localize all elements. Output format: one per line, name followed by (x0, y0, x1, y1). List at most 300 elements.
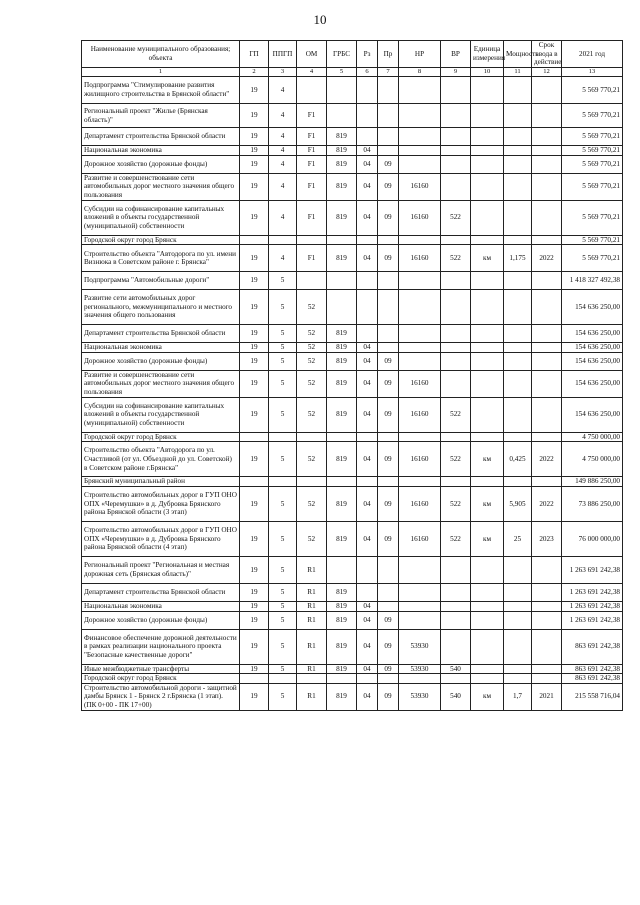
row-grbs: 819 (327, 200, 357, 235)
row-term (532, 556, 562, 583)
row-unit (471, 352, 504, 370)
row-name: Подпрограмма "Автомобильные дороги" (82, 272, 240, 290)
row-om: R1 (297, 683, 327, 710)
row-nr: 53930 (399, 683, 441, 710)
row-gp: 19 (240, 272, 269, 290)
row-nr: 16160 (399, 370, 441, 397)
row-ppgp: 5 (269, 601, 297, 611)
table-row (82, 556, 623, 583)
row-vr (441, 477, 471, 487)
row-rz: 04 (357, 521, 378, 556)
row-grbs: 819 (327, 245, 357, 272)
row-grbs: 819 (327, 583, 357, 601)
row-power (504, 629, 532, 664)
row-ppgp: 5 (269, 629, 297, 664)
budget-table (81, 40, 623, 711)
row-ppgp: 5 (269, 611, 297, 629)
row-term (532, 611, 562, 629)
row-name: Строительство автомобильных дорог в ГУП ОНО ОПХ «Черемушки» в д. Дубровка Брянского района Брянской области (3 этап) (82, 486, 240, 521)
row-rz (357, 325, 378, 343)
header-year-2021: 2021 год (562, 41, 623, 68)
row-amount: 5 569 770,21 (562, 77, 623, 104)
row-gp: 19 (240, 290, 269, 325)
row-gp: 19 (240, 200, 269, 235)
row-unit (471, 235, 504, 245)
column-number: 2 (240, 68, 269, 77)
table-row (82, 325, 623, 343)
row-name: Дорожное хозяйство (дорожные фонды) (82, 352, 240, 370)
row-ppgp: 5 (269, 556, 297, 583)
row-vr (441, 611, 471, 629)
row-name: Развитие и совершенствование сети автомобильных дорог местного значения общего пользования (82, 173, 240, 200)
header-term: Срок ввода в действие (532, 41, 562, 68)
row-unit (471, 146, 504, 156)
table-row (82, 601, 623, 611)
row-amount: 149 886 250,00 (562, 477, 623, 487)
header-grbs: ГРБС (327, 41, 357, 68)
row-nr: 53930 (399, 664, 441, 674)
row-gp: 19 (240, 486, 269, 521)
row-ppgp: 4 (269, 155, 297, 173)
table-row (82, 674, 623, 684)
row-name: Департамент строительства Брянской области (82, 128, 240, 146)
column-number: 5 (327, 68, 357, 77)
row-rz (357, 272, 378, 290)
row-pr: 09 (378, 442, 399, 477)
row-rz (357, 556, 378, 583)
row-grbs (327, 290, 357, 325)
table-row (82, 128, 623, 146)
row-name: Финансовое обеспечение дорожной деятельности в рамках реализации национального проекта "Безопасные качественные дороги" (82, 629, 240, 664)
row-name: Национальная экономика (82, 343, 240, 353)
row-pr (378, 432, 399, 442)
row-amount: 863 691 242,38 (562, 664, 623, 674)
row-nr (399, 155, 441, 173)
table-row (82, 397, 623, 432)
row-pr: 09 (378, 521, 399, 556)
row-rz (357, 674, 378, 684)
row-grbs: 819 (327, 486, 357, 521)
row-vr: 540 (441, 683, 471, 710)
row-power (504, 290, 532, 325)
row-om: F1 (297, 173, 327, 200)
header-ppgp: ППГП (269, 41, 297, 68)
row-term (532, 77, 562, 104)
row-unit (471, 77, 504, 104)
row-vr (441, 674, 471, 684)
row-amount: 154 636 250,00 (562, 343, 623, 353)
row-unit: км (471, 245, 504, 272)
row-term (532, 290, 562, 325)
row-vr: 522 (441, 442, 471, 477)
row-name: Строительство объекта "Автодорога по ул. Счастливой (от ул. Объездной до ул. Советской) в Советском районе г.Брянска" (82, 442, 240, 477)
table-row (82, 583, 623, 601)
row-vr (441, 146, 471, 156)
row-rz: 04 (357, 629, 378, 664)
row-rz: 04 (357, 486, 378, 521)
row-pr: 09 (378, 370, 399, 397)
row-pr (378, 674, 399, 684)
row-om: 52 (297, 442, 327, 477)
row-term (532, 352, 562, 370)
row-nr (399, 128, 441, 146)
row-term (532, 325, 562, 343)
column-number: 12 (532, 68, 562, 77)
row-power: 0,425 (504, 442, 532, 477)
row-grbs: 819 (327, 664, 357, 674)
row-grbs (327, 235, 357, 245)
row-ppgp: 4 (269, 77, 297, 104)
column-number-row (82, 68, 623, 77)
row-name: Субсидии на софинансирование капитальных вложений в объекты государственной (муниципальной) собственности (82, 200, 240, 235)
header-vr: ВР (441, 41, 471, 68)
row-name: Городской округ город Брянск (82, 432, 240, 442)
row-gp: 19 (240, 370, 269, 397)
row-vr (441, 629, 471, 664)
column-number: 9 (441, 68, 471, 77)
row-rz: 04 (357, 173, 378, 200)
row-amount: 5 569 770,21 (562, 200, 623, 235)
row-term (532, 629, 562, 664)
row-unit (471, 583, 504, 601)
row-power (504, 477, 532, 487)
row-pr (378, 325, 399, 343)
row-rz (357, 290, 378, 325)
row-power (504, 77, 532, 104)
table-row (82, 104, 623, 128)
row-om: 52 (297, 352, 327, 370)
table-row (82, 343, 623, 353)
row-vr (441, 370, 471, 397)
row-grbs (327, 674, 357, 684)
table-row (82, 272, 623, 290)
row-nr (399, 77, 441, 104)
row-nr (399, 477, 441, 487)
row-power (504, 370, 532, 397)
row-ppgp (269, 432, 297, 442)
row-term (532, 432, 562, 442)
row-ppgp (269, 477, 297, 487)
row-power (504, 173, 532, 200)
row-gp: 19 (240, 521, 269, 556)
row-gp: 19 (240, 611, 269, 629)
row-vr (441, 432, 471, 442)
row-name: Строительство объекта "Автодорога по ул. имени Визнюка в Советском районе г. Брянска" (82, 245, 240, 272)
row-grbs: 819 (327, 521, 357, 556)
row-unit (471, 290, 504, 325)
row-power (504, 556, 532, 583)
row-term (532, 272, 562, 290)
row-om: 52 (297, 370, 327, 397)
row-unit (471, 173, 504, 200)
row-pr (378, 272, 399, 290)
row-name: Городской округ город Брянск (82, 235, 240, 245)
row-nr: 16160 (399, 245, 441, 272)
row-ppgp (269, 235, 297, 245)
row-om: F1 (297, 128, 327, 146)
row-pr: 09 (378, 352, 399, 370)
row-grbs (327, 272, 357, 290)
row-term: 2022 (532, 442, 562, 477)
row-nr (399, 611, 441, 629)
row-om: 52 (297, 290, 327, 325)
row-unit (471, 674, 504, 684)
row-grbs: 819 (327, 343, 357, 353)
table-row (82, 352, 623, 370)
row-unit: км (471, 442, 504, 477)
row-rz: 04 (357, 442, 378, 477)
column-number: 11 (504, 68, 532, 77)
row-om (297, 432, 327, 442)
row-name: Региональный проект "Жилье (Брянская область)" (82, 104, 240, 128)
row-om: R1 (297, 556, 327, 583)
row-amount: 5 569 770,21 (562, 173, 623, 200)
row-name: Департамент строительства Брянской области (82, 325, 240, 343)
row-amount: 154 636 250,00 (562, 290, 623, 325)
row-rz: 04 (357, 683, 378, 710)
table-row (82, 664, 623, 674)
row-rz: 04 (357, 664, 378, 674)
page-number: 10 (313, 12, 327, 27)
row-om: F1 (297, 146, 327, 156)
row-om (297, 272, 327, 290)
row-power (504, 104, 532, 128)
row-vr: 522 (441, 200, 471, 235)
column-number: 10 (471, 68, 504, 77)
row-pr (378, 583, 399, 601)
row-nr (399, 235, 441, 245)
row-gp: 19 (240, 245, 269, 272)
row-om: F1 (297, 245, 327, 272)
row-pr: 09 (378, 155, 399, 173)
row-pr (378, 290, 399, 325)
row-ppgp: 5 (269, 583, 297, 601)
table-body (82, 77, 623, 711)
row-rz: 04 (357, 245, 378, 272)
row-grbs (327, 77, 357, 104)
row-ppgp: 5 (269, 521, 297, 556)
row-vr (441, 155, 471, 173)
row-pr: 09 (378, 173, 399, 200)
column-number: 1 (82, 68, 240, 77)
row-om: R1 (297, 611, 327, 629)
row-term (532, 477, 562, 487)
row-grbs: 819 (327, 173, 357, 200)
row-power (504, 146, 532, 156)
row-gp: 19 (240, 583, 269, 601)
row-nr (399, 272, 441, 290)
header-unit: Единица измерения (471, 41, 504, 68)
row-name: Брянский муниципальный район (82, 477, 240, 487)
row-power (504, 583, 532, 601)
row-ppgp: 5 (269, 664, 297, 674)
row-gp (240, 235, 269, 245)
row-gp: 19 (240, 104, 269, 128)
row-rz: 04 (357, 343, 378, 353)
row-om: 52 (297, 521, 327, 556)
row-amount: 154 636 250,00 (562, 325, 623, 343)
row-name: Региональный проект "Региональная и местная дорожная сеть (Брянская область)" (82, 556, 240, 583)
row-power (504, 611, 532, 629)
row-nr: 16160 (399, 200, 441, 235)
row-ppgp: 5 (269, 486, 297, 521)
row-rz (357, 235, 378, 245)
row-rz: 04 (357, 601, 378, 611)
row-amount: 5 569 770,21 (562, 104, 623, 128)
row-vr: 522 (441, 486, 471, 521)
row-gp: 19 (240, 629, 269, 664)
row-om: F1 (297, 104, 327, 128)
row-name: Дорожное хозяйство (дорожные фонды) (82, 155, 240, 173)
row-vr (441, 173, 471, 200)
row-pr: 09 (378, 200, 399, 235)
row-term (532, 235, 562, 245)
row-pr: 09 (378, 683, 399, 710)
row-power (504, 674, 532, 684)
row-name: Субсидии на софинансирование капитальных вложений в объекты государственной (муниципальной) собственности (82, 397, 240, 432)
row-unit (471, 477, 504, 487)
row-grbs: 819 (327, 601, 357, 611)
row-rz (357, 104, 378, 128)
row-om: R1 (297, 583, 327, 601)
row-vr: 522 (441, 245, 471, 272)
table-row (82, 370, 623, 397)
row-amount: 154 636 250,00 (562, 397, 623, 432)
row-amount: 1 263 691 242,38 (562, 583, 623, 601)
row-unit (471, 325, 504, 343)
row-ppgp: 4 (269, 128, 297, 146)
row-term (532, 343, 562, 353)
row-om: F1 (297, 200, 327, 235)
row-pr (378, 556, 399, 583)
row-gp: 19 (240, 325, 269, 343)
row-gp: 19 (240, 173, 269, 200)
row-power (504, 601, 532, 611)
row-amount: 5 569 770,21 (562, 128, 623, 146)
row-vr: 540 (441, 664, 471, 674)
row-gp: 19 (240, 155, 269, 173)
row-nr (399, 290, 441, 325)
row-om: 52 (297, 486, 327, 521)
row-nr: 16160 (399, 173, 441, 200)
row-term (532, 674, 562, 684)
row-nr: 16160 (399, 486, 441, 521)
row-name: Строительство автомобильной дороги - защитной дамбы Брянск 1 - Брянск 2 г.Брянска (1 этап). (ПК 0+00 - ПК 17+00) (82, 683, 240, 710)
row-ppgp: 5 (269, 325, 297, 343)
row-term (532, 155, 562, 173)
row-ppgp: 4 (269, 173, 297, 200)
row-grbs: 819 (327, 397, 357, 432)
table-row (82, 77, 623, 104)
row-unit (471, 104, 504, 128)
row-pr (378, 146, 399, 156)
row-ppgp: 5 (269, 370, 297, 397)
row-name: Иные межбюджетные трансферты (82, 664, 240, 674)
row-pr (378, 343, 399, 353)
row-grbs: 819 (327, 442, 357, 477)
row-name: Национальная экономика (82, 601, 240, 611)
row-ppgp: 5 (269, 397, 297, 432)
table-row (82, 477, 623, 487)
row-vr (441, 583, 471, 601)
row-amount: 4 750 000,00 (562, 442, 623, 477)
row-term (532, 397, 562, 432)
row-power (504, 155, 532, 173)
row-term (532, 128, 562, 146)
row-gp: 19 (240, 442, 269, 477)
row-unit (471, 432, 504, 442)
row-power: 25 (504, 521, 532, 556)
row-nr (399, 325, 441, 343)
row-ppgp: 5 (269, 290, 297, 325)
header-power: Мощность (504, 41, 532, 68)
row-om (297, 477, 327, 487)
row-power (504, 128, 532, 146)
row-nr: 16160 (399, 442, 441, 477)
row-amount: 1 263 691 242,38 (562, 611, 623, 629)
row-term (532, 173, 562, 200)
row-gp: 19 (240, 128, 269, 146)
row-unit (471, 601, 504, 611)
header-om: ОМ (297, 41, 327, 68)
row-power (504, 397, 532, 432)
row-vr (441, 352, 471, 370)
row-pr (378, 235, 399, 245)
row-name: Дорожное хозяйство (дорожные фонды) (82, 611, 240, 629)
row-unit: км (471, 683, 504, 710)
row-power (504, 272, 532, 290)
row-rz (357, 583, 378, 601)
row-pr: 09 (378, 629, 399, 664)
row-nr: 16160 (399, 397, 441, 432)
row-unit: км (471, 486, 504, 521)
row-gp: 19 (240, 343, 269, 353)
header-rz: Рз (357, 41, 378, 68)
row-term (532, 370, 562, 397)
row-term: 2023 (532, 521, 562, 556)
column-number: 7 (378, 68, 399, 77)
row-amount: 73 886 250,00 (562, 486, 623, 521)
row-vr (441, 290, 471, 325)
row-ppgp: 5 (269, 343, 297, 353)
row-grbs (327, 432, 357, 442)
row-name: Развитие и совершенствование сети автомобильных дорог местного значения общего пользования (82, 370, 240, 397)
row-rz: 04 (357, 352, 378, 370)
row-rz (357, 477, 378, 487)
row-rz (357, 77, 378, 104)
column-number: 4 (297, 68, 327, 77)
row-term (532, 104, 562, 128)
row-grbs: 819 (327, 683, 357, 710)
row-name: Департамент строительства Брянской области (82, 583, 240, 601)
row-ppgp: 4 (269, 146, 297, 156)
row-unit (471, 155, 504, 173)
row-gp: 19 (240, 397, 269, 432)
row-ppgp: 5 (269, 352, 297, 370)
row-pr: 09 (378, 245, 399, 272)
row-power: 1,175 (504, 245, 532, 272)
row-amount: 5 569 770,21 (562, 146, 623, 156)
row-om: R1 (297, 601, 327, 611)
row-unit (471, 556, 504, 583)
column-number: 8 (399, 68, 441, 77)
row-vr (441, 104, 471, 128)
row-unit (471, 629, 504, 664)
table-row (82, 442, 623, 477)
row-unit (471, 611, 504, 629)
row-om: 52 (297, 397, 327, 432)
row-amount: 1 418 327 492,38 (562, 272, 623, 290)
